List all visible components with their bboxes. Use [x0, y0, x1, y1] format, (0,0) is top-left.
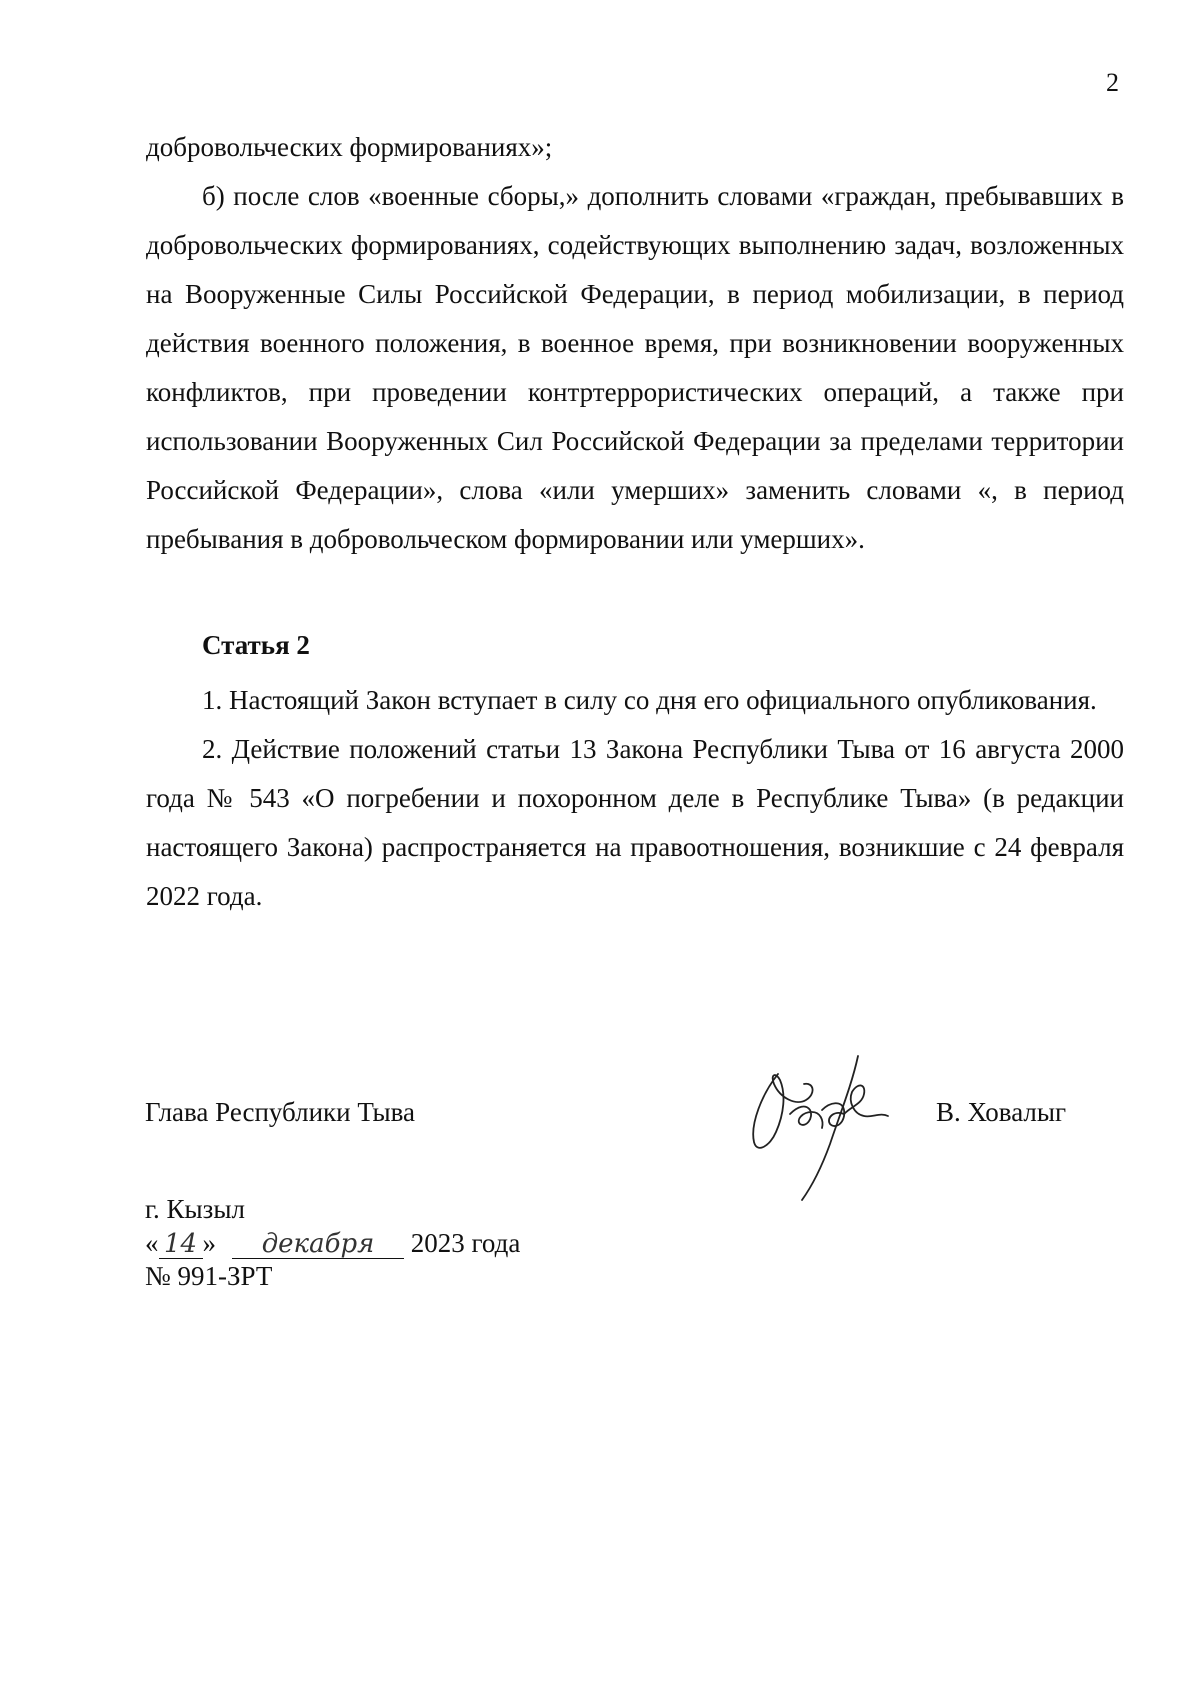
signing-place: г. Кызыл — [145, 1194, 245, 1224]
paragraph-b: б) после слов «военные сборы,» дополнить словами «граждан, пребывавших в добровольческих формированиях, содействующих выполнению задач, возложенных на Вооруженные Силы Российской Федерации, в период мобилизации, в период действия военного положения, в военное время, при возникновении вооруженных конфликтов, при проведении контртеррористических операций, а также при использовании Вооруженных Сил Российской Федерации за пределами территории Российской Федерации», слова «или умерших» заменить словами «, в период пребывания в добровольческом формировании или умерших». — [146, 181, 1124, 554]
signatory-name: В. Ховалыг — [936, 1097, 1067, 1127]
document-body — [146, 123, 1124, 921]
page-number: 2 — [1106, 68, 1119, 97]
date-day-field: 14 — [159, 1230, 203, 1259]
law-registration-number: № 991-ЗРТ — [145, 1261, 273, 1291]
handwritten-signature — [740, 1054, 905, 1202]
quote-close: » — [202, 1228, 216, 1258]
signing-date — [145, 1226, 520, 1260]
paragraph-item-2: 2. Действие положений статьи 13 Закона Республики Тыва от 16 августа 2000 года № 543 «О погребении и похоронном деле в Республике Тыва» (в редакции настоящего Закона) распространяется на правоотношения, возникшие с 24 февраля 2022 года. — [146, 734, 1124, 911]
paragraph-item-1: 1. Настоящий Закон вступает в силу со дня его официального опубликования. — [202, 685, 1097, 715]
date-month-field: декабря — [232, 1230, 404, 1259]
article-heading: Статья 2 — [202, 630, 310, 660]
paragraph-continuation: добровольческих формированиях»; — [146, 132, 553, 162]
signatory-post: Глава Республики Тыва — [145, 1097, 416, 1127]
quote-open: « — [145, 1228, 159, 1258]
date-year: 2023 года — [410, 1228, 521, 1258]
